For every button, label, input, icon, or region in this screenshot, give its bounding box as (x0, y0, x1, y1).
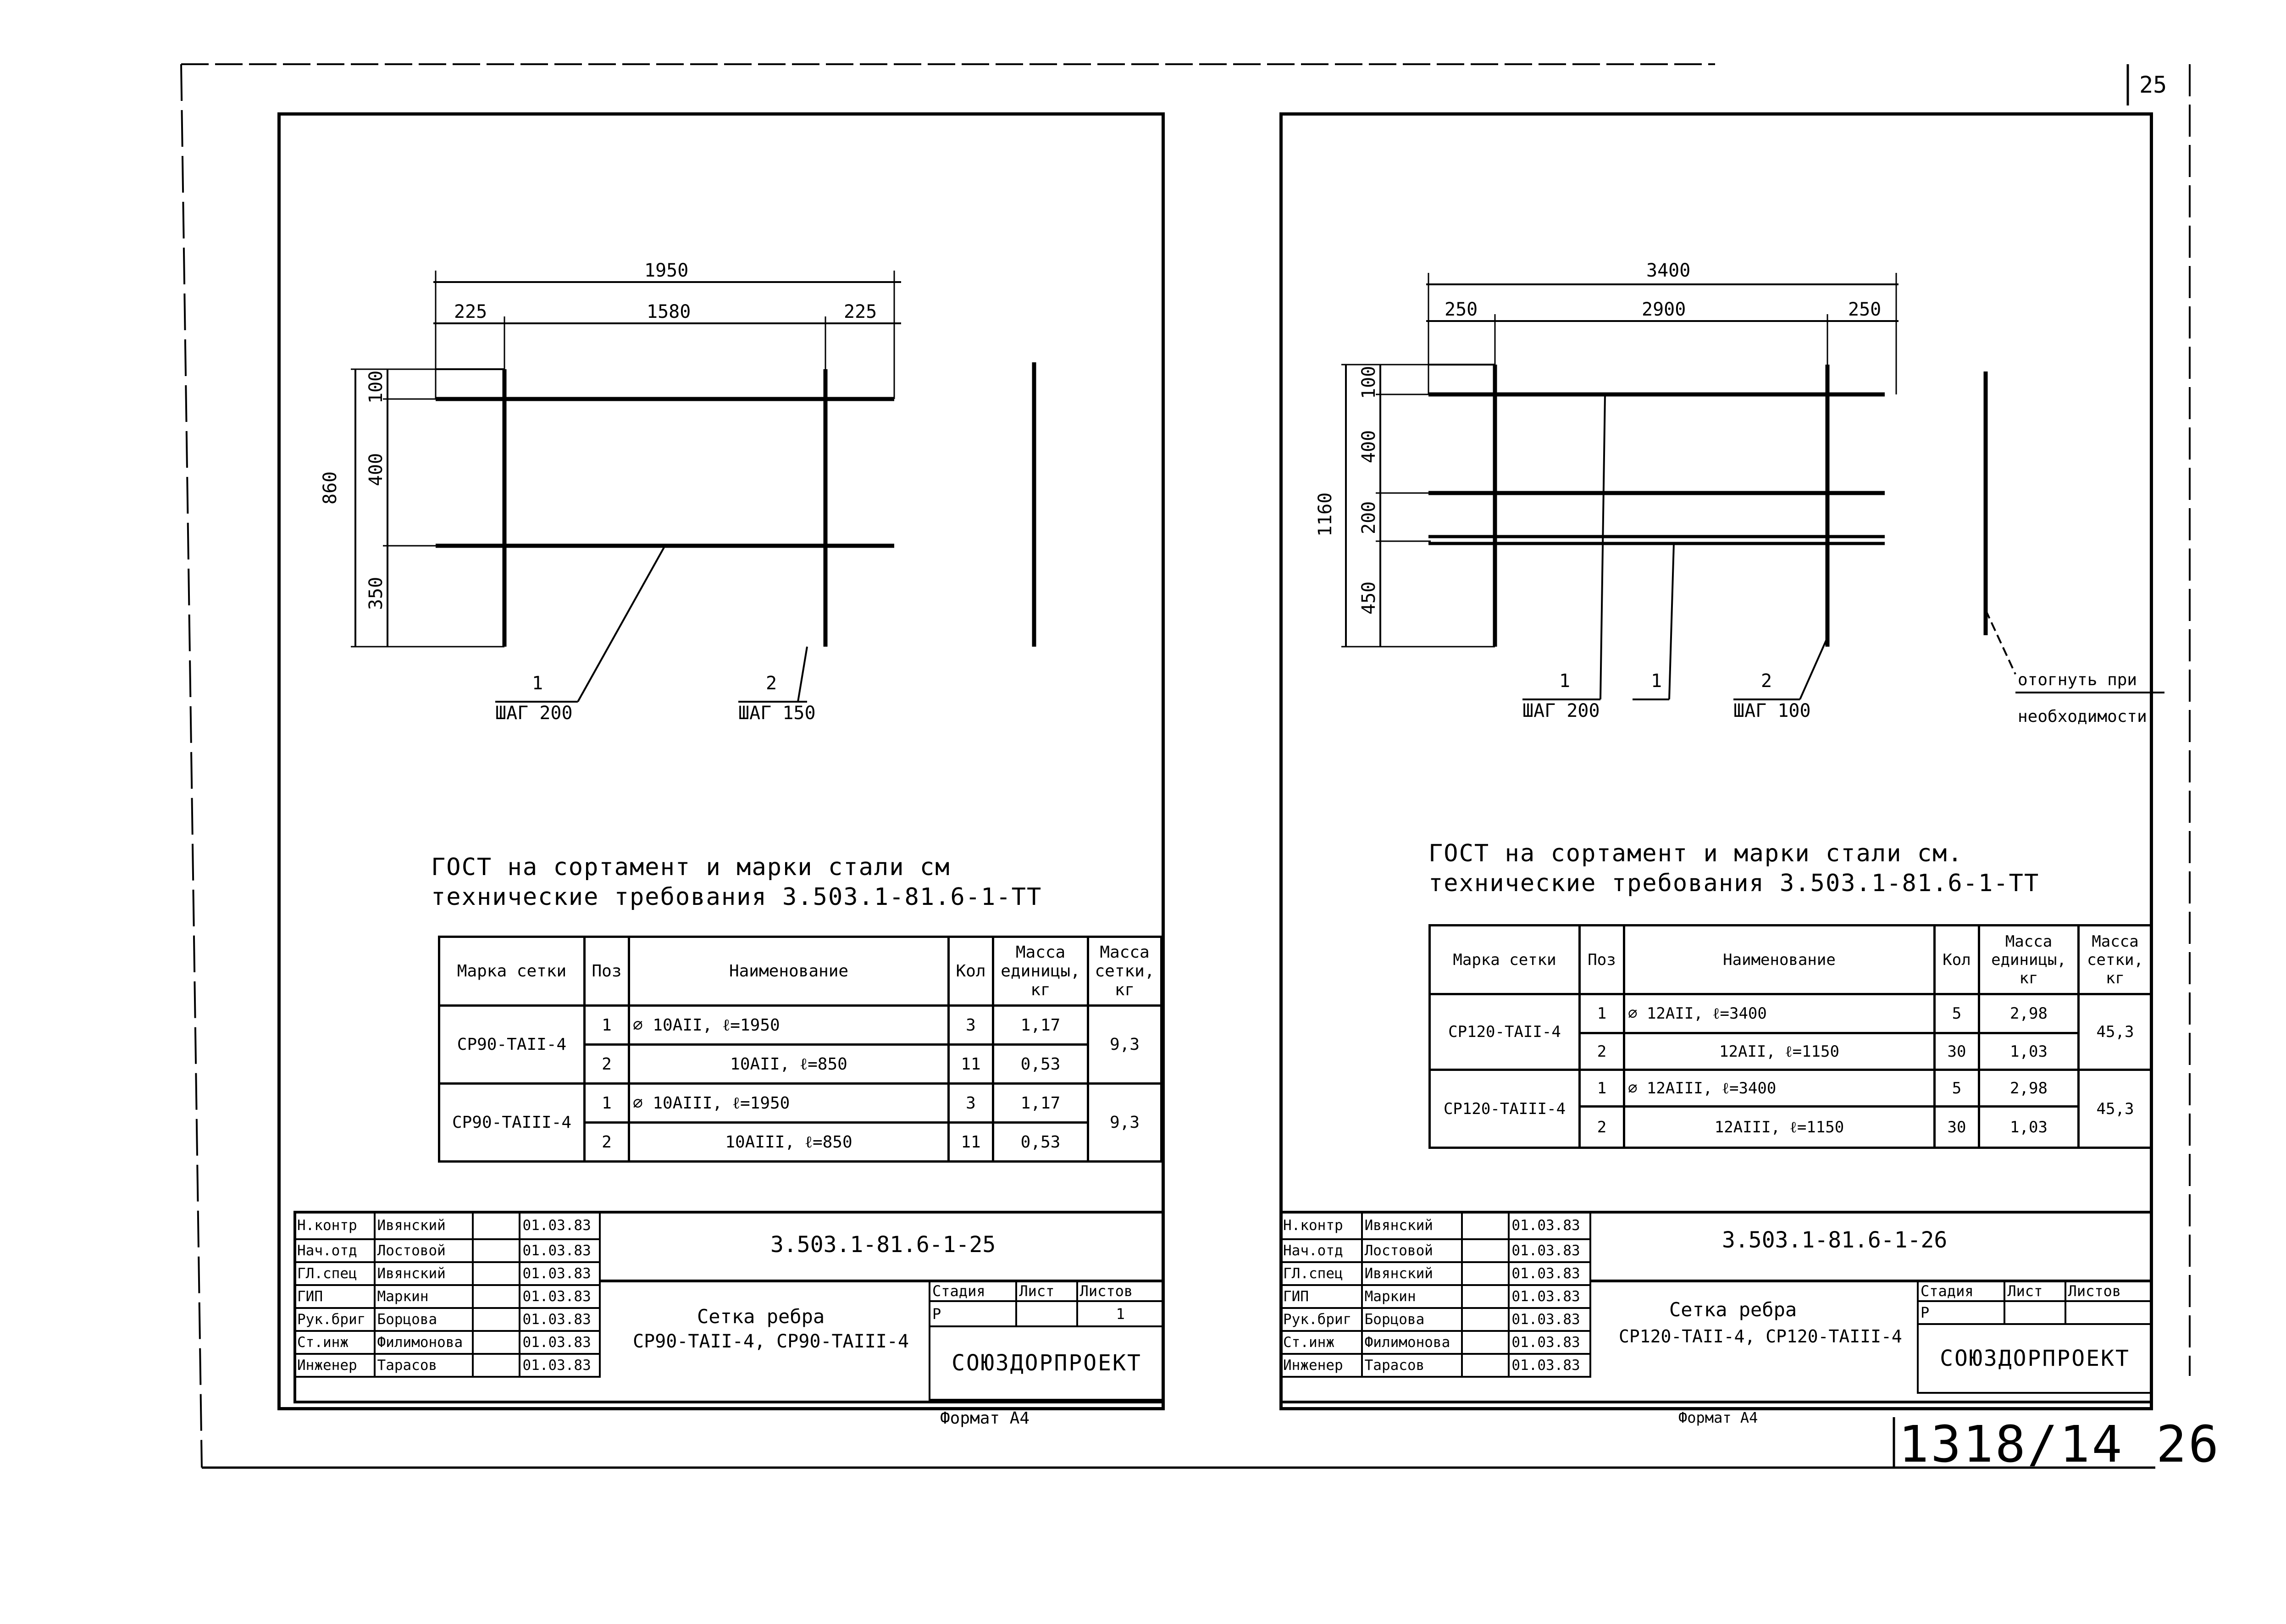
row-unit-mass: 1,03 (1979, 1107, 2079, 1148)
stamp-name: Лостовой (375, 1239, 473, 1262)
dim-middle: 1580 (647, 301, 691, 322)
stamp-name: Тарасов (1362, 1354, 1462, 1377)
stamp-date: 01.03.83 (1509, 1354, 1590, 1377)
dim-left-overhang: 225 (454, 301, 487, 322)
stamp-role: Нач.отд (1280, 1239, 1362, 1262)
dim-h1: 100 (365, 370, 387, 404)
stamp-date: 01.03.83 (520, 1354, 600, 1377)
stamp-signature (1462, 1308, 1509, 1331)
drawing-title-line1: Сетка ребра (697, 1305, 825, 1328)
sheets-value: 1 (1077, 1301, 1164, 1326)
callout-pos-2: 2 (766, 673, 777, 694)
stamp-role: Нач.отд (294, 1239, 375, 1262)
row-qty: 3 (949, 1084, 993, 1123)
stamp-role: Инженер (1280, 1354, 1362, 1377)
row-pos: 2 (585, 1045, 629, 1084)
row-pos: 2 (1580, 1107, 1624, 1148)
organization: СОЮЗДОРПРОЕКТ (1918, 1324, 2152, 1393)
header-pos: Поз (1580, 926, 1624, 994)
stamp-name: Маркин (1362, 1285, 1462, 1308)
row-qty: 30 (1935, 1033, 1979, 1070)
stamp-role: Ст.инж (1280, 1331, 1362, 1354)
table-row (1430, 1070, 2152, 1107)
row-unit-mass: 1,17 (993, 1084, 1088, 1123)
drawing-title-line1: Сетка ребра (1669, 1298, 1797, 1321)
row-name: ⌀ 12АIII, ℓ=3400 (1624, 1070, 1935, 1107)
stamp-date: 01.03.83 (520, 1212, 600, 1239)
stamp-name: Филимонова (375, 1331, 473, 1354)
header-qty: Кол (949, 937, 993, 1006)
header-unit-mass: Масса единицы, кг (1979, 926, 2079, 994)
row-qty: 3 (949, 1006, 993, 1045)
stamp-name: Ивянский (375, 1212, 473, 1239)
header-pos: Поз (585, 937, 629, 1006)
dim-h4: 450 (1358, 581, 1379, 615)
stage-label: Стадия (930, 1280, 1016, 1301)
stamp-date: 01.03.83 (520, 1262, 600, 1285)
table-row (1430, 994, 2152, 1033)
row-unit-mass: 1,03 (1979, 1033, 2079, 1070)
gost-note-line1: ГОСТ на сортамент и марки стали см. (1428, 840, 1963, 867)
mesh-mass: 9,3 (1088, 1006, 1162, 1084)
stamp-name: Лостовой (1362, 1239, 1462, 1262)
stage-label: Стадия (1918, 1280, 2004, 1301)
callout-pos-1: 1 (1559, 671, 1571, 692)
callout-step-2: ШАГ 100 (1733, 700, 1811, 721)
stamp-date: 01.03.83 (1509, 1331, 1590, 1354)
stamp-signature (1462, 1354, 1509, 1377)
row-pos: 1 (585, 1084, 629, 1123)
stamp-date: 01.03.83 (1509, 1285, 1590, 1308)
dim-total-width: 1950 (644, 260, 689, 281)
stamp-role: ГЛ.спец (294, 1262, 375, 1285)
stamp-signature (1462, 1239, 1509, 1262)
row-name: ⌀ 10АIII, ℓ=1950 (629, 1084, 949, 1123)
page-number: 25 (2139, 72, 2167, 98)
sheet-label: Лист (1016, 1280, 1077, 1301)
stamp-signature (1462, 1331, 1509, 1354)
stamp-people-table (1279, 1211, 1591, 1378)
sheets-label: Листов (1077, 1280, 1164, 1301)
bend-note-2: необходимости (2018, 707, 2147, 726)
dim-h2: 400 (1358, 430, 1379, 463)
stamp-date: 01.03.83 (1509, 1212, 1590, 1239)
gost-note-line1: ГОСТ на сортамент и марки стали см (431, 854, 951, 881)
row-name: 10АIII, ℓ=850 (629, 1123, 949, 1162)
stage-value: Р (930, 1301, 1016, 1326)
stage-value: Р (1918, 1301, 2004, 1324)
stamp-role: Рук.бриг (1280, 1308, 1362, 1331)
stamp-role: ГИП (294, 1285, 375, 1308)
mesh-mass: 45,3 (2079, 994, 2152, 1070)
bend-note-1: отогнуть при (2018, 671, 2137, 689)
format-label: Формат А4 (940, 1409, 1030, 1428)
row-pos: 1 (585, 1006, 629, 1045)
sheets-value (2065, 1301, 2152, 1324)
dim-h1: 100 (1358, 366, 1379, 399)
header-mark: Марка сетки (1430, 926, 1580, 994)
header-mesh-mass: Масса сетки, кг (1088, 937, 1162, 1006)
sheet-label: Лист (2004, 1280, 2065, 1301)
row-unit-mass: 2,98 (1979, 994, 2079, 1033)
stamp-name: Маркин (375, 1285, 473, 1308)
stamp-name: Ивянский (1362, 1262, 1462, 1285)
mesh-mark: СР90-ТАII-4 (439, 1006, 585, 1084)
dim-total-height: 1160 (1315, 492, 1336, 537)
callout-step-2: ШАГ 150 (738, 703, 816, 724)
stamp-date: 01.03.83 (1509, 1262, 1590, 1285)
archive-number: 1318/14 26 (1899, 1415, 2221, 1474)
drawing-title-line2: СР120-ТАII-4, СР120-ТАIII-4 (1619, 1326, 1902, 1347)
stamp-role: Инженер (294, 1354, 375, 1377)
row-qty: 11 (949, 1123, 993, 1162)
row-qty: 5 (1935, 1070, 1979, 1107)
stamp-role: ГИП (1280, 1285, 1362, 1308)
dim-right-overhang: 250 (1848, 299, 1882, 320)
dim-h2: 400 (365, 453, 387, 486)
stamp-name: Тарасов (375, 1354, 473, 1377)
row-name: ⌀ 12АII, ℓ=3400 (1624, 994, 1935, 1033)
stamp-date: 01.03.83 (520, 1331, 600, 1354)
mesh-mass: 45,3 (2079, 1070, 2152, 1148)
dim-middle: 2900 (1642, 299, 1686, 320)
row-pos: 2 (1580, 1033, 1624, 1070)
header-qty: Кол (1935, 926, 1979, 994)
dim-h3: 350 (365, 576, 387, 610)
stamp-name: Ивянский (375, 1262, 473, 1285)
header-mesh-mass: Масса сетки, кг (2079, 926, 2152, 994)
document-code: 3.503.1-81.6-1-25 (770, 1232, 996, 1258)
stamp-name: Борцова (1362, 1308, 1462, 1331)
header-name: Наименование (629, 937, 949, 1006)
stamp-signature (1462, 1212, 1509, 1239)
stamp-role: Ст.инж (294, 1331, 375, 1354)
dim-h3: 200 (1358, 501, 1379, 534)
dim-right-overhang: 225 (844, 301, 877, 322)
callout-pos-2: 2 (1761, 671, 1772, 692)
gost-note-line2: технические требования 3.503.1-81.6-1-ТТ (1428, 870, 2040, 897)
row-name: ⌀ 10АII, ℓ=1950 (629, 1006, 949, 1045)
callout-pos-1: 1 (532, 673, 543, 694)
row-qty: 5 (1935, 994, 1979, 1033)
dim-left-overhang: 250 (1445, 299, 1478, 320)
callout-step-1: ШАГ 200 (1522, 700, 1600, 721)
stamp-name: Ивянский (1362, 1212, 1462, 1239)
row-qty: 30 (1935, 1107, 1979, 1148)
mesh-mass: 9,3 (1088, 1084, 1162, 1162)
document-code: 3.503.1-81.6-1-26 (1722, 1227, 1948, 1253)
row-qty: 11 (949, 1045, 993, 1084)
stamp-date: 01.03.83 (520, 1308, 600, 1331)
mesh-mark: СР90-ТАIII-4 (439, 1084, 585, 1162)
row-name: 10АII, ℓ=850 (629, 1045, 949, 1084)
row-name: 12АII, ℓ=1150 (1624, 1033, 1935, 1070)
stamp-signature (1462, 1285, 1509, 1308)
stamp-signature (1462, 1262, 1509, 1285)
callout-step-1: ШАГ 200 (495, 703, 573, 724)
format-label: Формат А4 (1678, 1409, 1758, 1426)
stamp-name: Борцова (375, 1308, 473, 1331)
stamp-role: ГЛ.спец (1280, 1262, 1362, 1285)
gost-note-line2: технические требования 3.503.1-81.6-1-ТТ (431, 883, 1042, 911)
stamp-role: Рук.бриг (294, 1308, 375, 1331)
stamp-name: Филимонова (1362, 1331, 1462, 1354)
dim-total-height: 860 (320, 471, 341, 504)
header-mark: Марка сетки (439, 937, 585, 1006)
stamp-role: Н.контр (294, 1212, 375, 1239)
stamp-role: Н.контр (1280, 1212, 1362, 1239)
stamp-date: 01.03.83 (1509, 1239, 1590, 1262)
callout-pos-1b: 1 (1651, 671, 1662, 692)
row-unit-mass: 1,17 (993, 1006, 1088, 1045)
row-pos: 2 (585, 1123, 629, 1162)
row-unit-mass: 0,53 (993, 1123, 1088, 1162)
organization: СОЮЗДОРПРОЕКТ (930, 1326, 1164, 1400)
spec-table (1428, 924, 2153, 1149)
row-pos: 1 (1580, 994, 1624, 1033)
header-unit-mass: Масса единицы, кг (993, 937, 1088, 1006)
row-name: 12АIII, ℓ=1150 (1624, 1107, 1935, 1148)
mesh-mark: СР120-ТАII-4 (1430, 994, 1580, 1070)
row-unit-mass: 2,98 (1979, 1070, 2079, 1107)
stamp-date: 01.03.83 (520, 1239, 600, 1262)
row-unit-mass: 0,53 (993, 1045, 1088, 1084)
stamp-date: 01.03.83 (520, 1285, 600, 1308)
stamp-sheet-info (1917, 1280, 2153, 1394)
stamp-date: 01.03.83 (1509, 1308, 1590, 1331)
header-name: Наименование (1624, 926, 1935, 994)
sheet-value (2004, 1301, 2065, 1324)
mesh-mark: СР120-ТАIII-4 (1430, 1070, 1580, 1148)
row-pos: 1 (1580, 1070, 1624, 1107)
dim-total-width: 3400 (1646, 260, 1691, 281)
drawing-title-line2: СР90-ТАII-4, СР90-ТАIII-4 (633, 1331, 909, 1352)
sheets-label: Листов (2065, 1280, 2152, 1301)
